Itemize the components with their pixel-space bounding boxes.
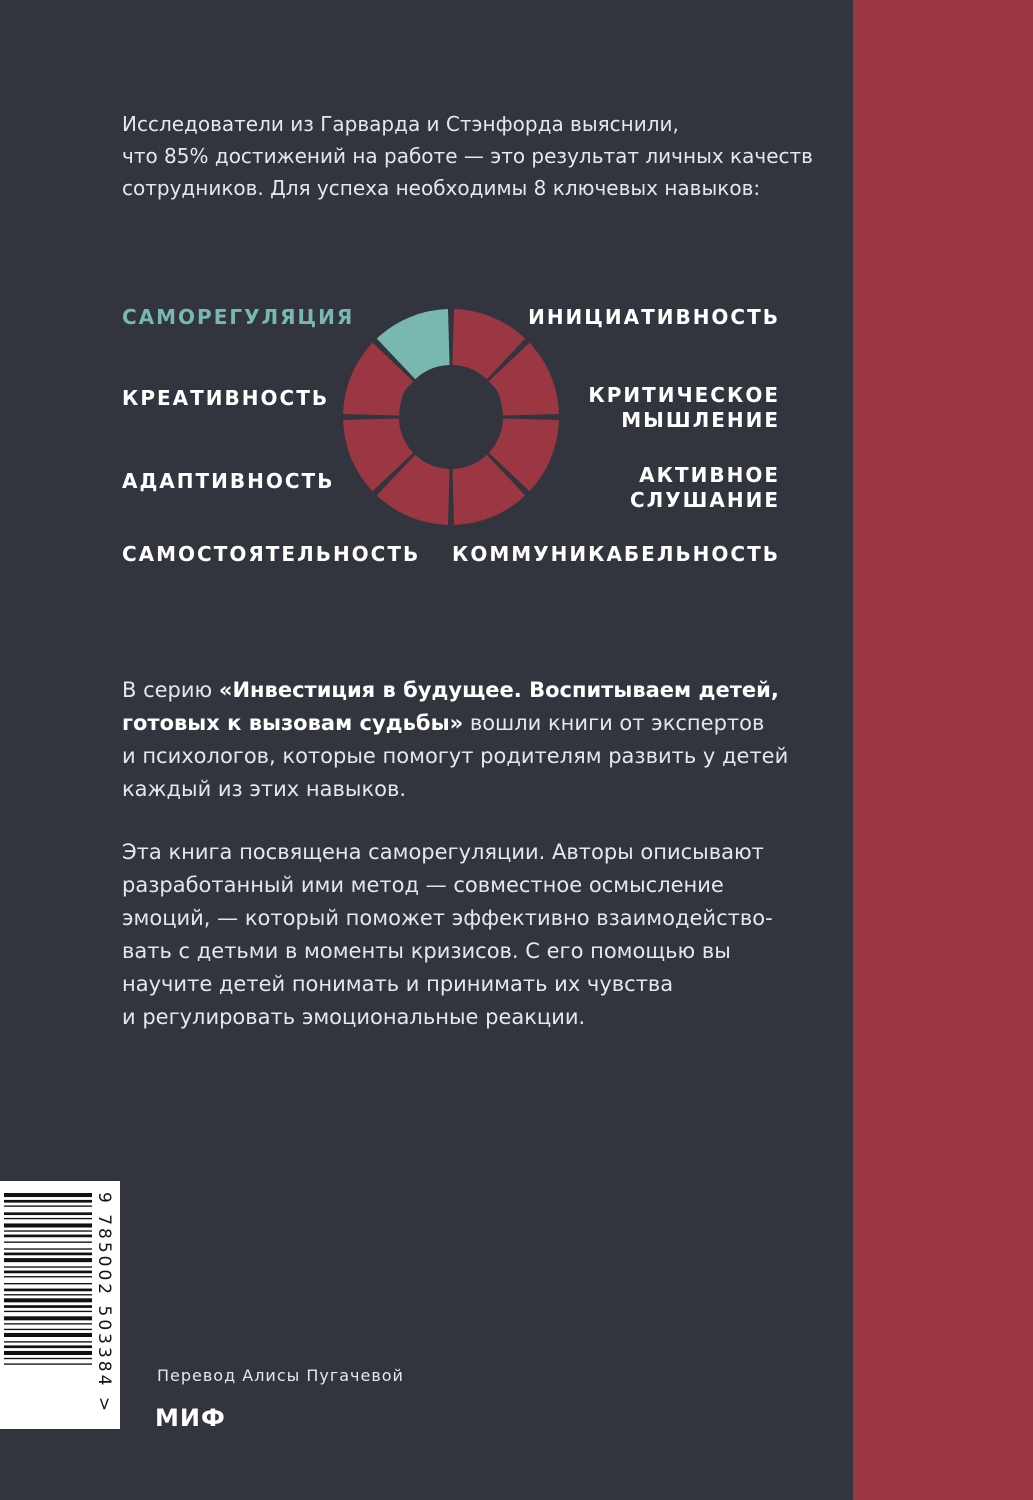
skill-active-listening-line2: СЛУШАНИЕ	[629, 488, 780, 512]
series-title-line1: «Инвестиция в будущее. Воспитываем детей,	[218, 678, 779, 702]
intro-line: сотрудников. Для успеха необходимы 8 ключевых навыков:	[122, 176, 761, 200]
skill-adaptability: АДАПТИВНОСТЬ	[122, 469, 335, 493]
skill-active-listening	[630, 463, 780, 513]
barcode-bar	[4, 1235, 92, 1238]
barcode-bar	[4, 1294, 92, 1295]
barcode-bar	[4, 1341, 92, 1342]
barcode-bar	[4, 1289, 92, 1292]
barcode-bar	[4, 1323, 92, 1324]
skills-wheel	[341, 307, 561, 527]
series-title-line2: готовых к вызовам судьбы»	[122, 711, 464, 735]
barcode-bar	[4, 1266, 92, 1267]
barcode-bar	[4, 1351, 92, 1355]
skill-critical-thinking-line1: КРИТИЧЕСКОЕ	[588, 383, 780, 407]
skill-independence: САМОСТОЯТЕЛЬНОСТЬ	[122, 542, 421, 566]
book-line: разработанный ими метод — совместное осмысление	[122, 873, 724, 897]
barcode-bar	[4, 1248, 92, 1249]
book-line: эмоций, — который поможет эффективно взаимодейство-	[122, 906, 773, 930]
skill-critical-thinking	[588, 383, 780, 433]
barcode-bar	[4, 1218, 92, 1219]
barcode-bar	[4, 1276, 92, 1277]
barcode-bar	[4, 1271, 92, 1274]
skill-communication: КОММУНИКАБЕЛЬНОСТЬ	[452, 542, 780, 566]
intro-line: что 85% достижений на работе — это результат личных качеств	[122, 144, 813, 168]
isbn-number	[96, 1192, 116, 1422]
barcode-bar	[4, 1298, 92, 1302]
book-line: научите детей понимать и принимать их чувства	[122, 972, 674, 996]
barcode-bar	[4, 1223, 92, 1227]
book-paragraph	[122, 836, 822, 1034]
barcode-bar	[4, 1253, 92, 1256]
barcode-bar	[4, 1305, 92, 1308]
series-line: каждый из этих навыков.	[122, 777, 407, 801]
book-line: Эта книга посвящена саморегуляции. Авторы описывают	[122, 840, 764, 864]
book-line: и регулировать эмоциональные реакции.	[122, 1005, 586, 1029]
translator-credit: Перевод Алисы Пугачевой	[157, 1366, 404, 1385]
barcode-bar	[4, 1230, 92, 1231]
heart-icon	[401, 379, 501, 465]
barcode-bar	[4, 1345, 92, 1348]
barcode-bar	[4, 1241, 92, 1242]
barcode-bar	[4, 1333, 92, 1337]
intro-line: Исследователи из Гарварда и Стэнфорда выяснили,	[122, 112, 679, 136]
barcode-bar	[4, 1316, 92, 1320]
spine-strip	[853, 0, 1033, 1500]
series-line: и психологов, которые помогут родителям развить у детей	[122, 744, 789, 768]
skill-active-listening-line1: АКТИВНОЕ	[639, 463, 780, 487]
barcode-bar	[4, 1205, 92, 1206]
publisher-logo: МИФ	[155, 1404, 226, 1432]
series-after-title: вошли книги от экспертов	[463, 711, 765, 735]
barcode-bar	[4, 1283, 92, 1284]
skill-initiative: ИНИЦИАТИВНОСТЬ	[528, 305, 780, 329]
barcode-bar	[4, 1311, 92, 1312]
series-paragraph	[122, 674, 822, 806]
skill-creativity: КРЕАТИВНОСТЬ	[122, 386, 330, 410]
barcode-bar	[4, 1358, 92, 1359]
barcode-bar	[4, 1200, 92, 1203]
intro-text	[122, 108, 813, 204]
isbn-digits: 9 785002 503384 >	[94, 1192, 114, 1415]
skill-critical-thinking-line2: МЫШЛЕНИЕ	[621, 408, 780, 432]
series-prefix: В серию	[122, 678, 219, 702]
barcode-bar	[4, 1329, 92, 1330]
barcode-bar	[4, 1258, 92, 1262]
skill-self-regulation: САМОРЕГУЛЯЦИЯ	[122, 305, 355, 329]
barcode-bar	[4, 1363, 92, 1364]
barcode-bar	[4, 1212, 92, 1215]
book-line: вать с детьми в моменты кризисов. С его помощью вы	[122, 939, 731, 963]
barcode-bar	[4, 1193, 92, 1197]
